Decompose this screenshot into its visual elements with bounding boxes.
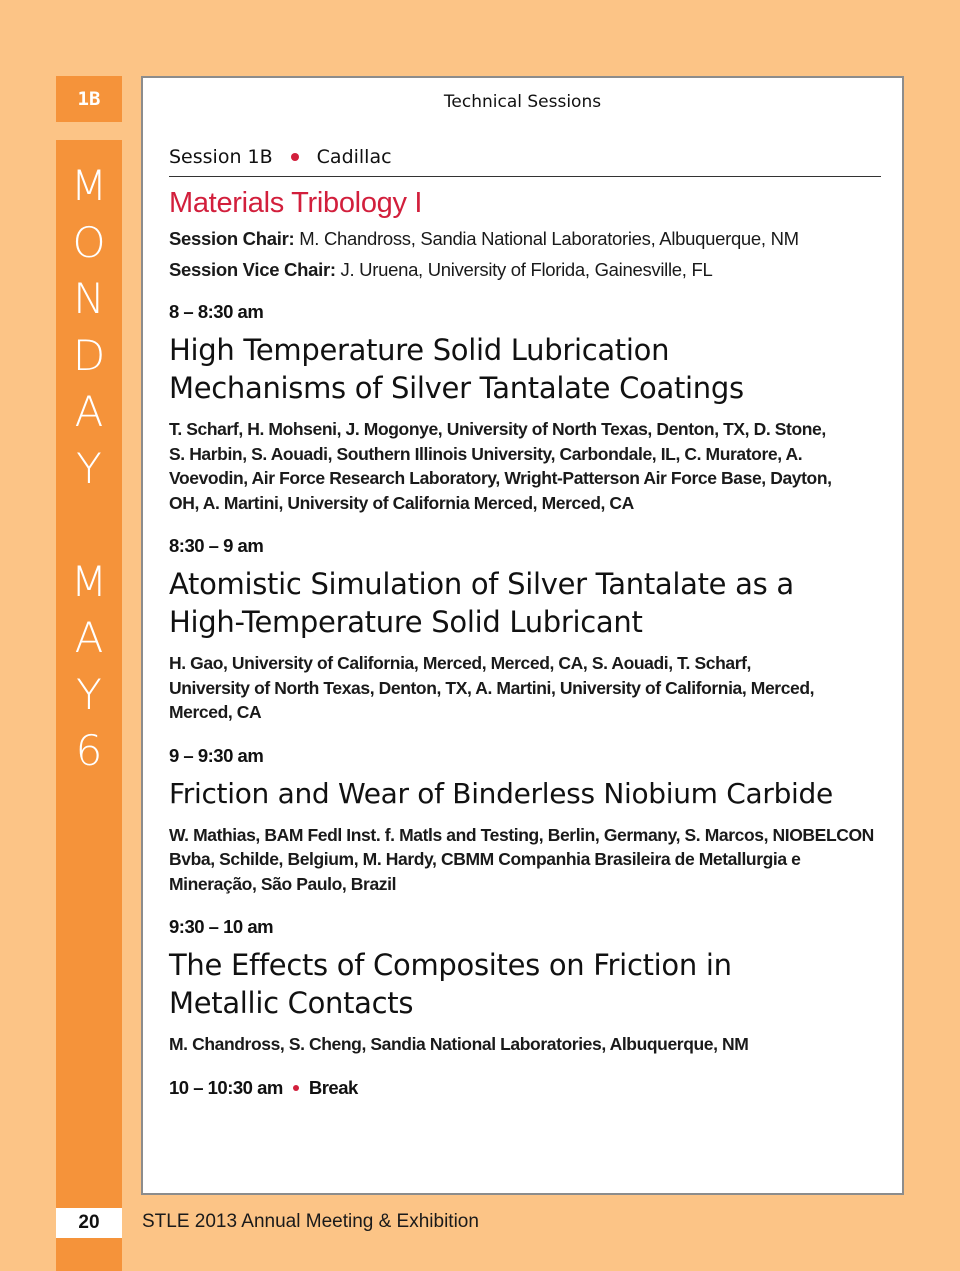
day-letter: N <box>73 274 105 323</box>
page-header-title: Technical Sessions <box>443 92 602 112</box>
talk-time: 9:30 – 10 am <box>169 916 274 937</box>
day-letters <box>56 158 122 780</box>
day-sidebar <box>56 140 122 1271</box>
talk-authors: M. Chandross, S. Cheng, Sandia National Laboratories, Albuquerque, NM <box>169 1034 749 1054</box>
session-content <box>169 146 881 1099</box>
talk-authors: W. Mathias, BAM Fedl Inst. f. Matls and Testing, Berlin, Germany, S. Marcos, NIOBELCON Bvba, Schilde, Belgium, M. Hardy, CBMM Companhia Brasileira de Metallurgia e Mineração, São Paulo, Brazil <box>169 824 874 894</box>
session-code-tab: 1B <box>56 76 122 122</box>
vice-chair-name: J. Uruena, University of Florida, Gainesville, FL <box>340 259 713 280</box>
session-label: Session 1B <box>169 146 273 168</box>
day-letter: A <box>74 387 104 436</box>
date-number: 6 <box>75 726 103 775</box>
month-letter: A <box>74 613 104 662</box>
session-room: Cadillac <box>316 146 392 168</box>
talk-title: Atomistic Simulation of Silver Tantalate as a High-Temperature Solid Lubricant <box>169 567 794 639</box>
content-panel <box>141 76 904 1195</box>
day-letter: M <box>70 161 108 210</box>
day-letter: Y <box>76 443 102 493</box>
talk-time: 8 – 8:30 am <box>169 301 264 322</box>
talk-authors: T. Scharf, H. Mohseni, J. Mogonye, University of North Texas, Denton, TX, D. Stone, S. Harbin, S. Aouadi, Southern Illinois University, Carbondale, IL, C. Muratore, A. Voevodin, Air Force Research Laboratory, Wright-Patterson Air Force Base, Dayton, OH, A. Martini, University of California Merced, Merced, CA <box>169 419 832 513</box>
talk-item <box>169 745 881 897</box>
day-letter: D <box>72 330 106 380</box>
talk-title: The Effects of Composites on Friction in Metallic Contacts <box>169 948 732 1020</box>
talk-authors: H. Gao, University of California, Merced, Merced, CA, S. Aouadi, T. Scharf, University of North Texas, Denton, TX, A. Martini, University of California, Merced, Merced, CA <box>169 653 815 722</box>
break-label: Break <box>308 1076 358 1098</box>
month-letter: Y <box>76 669 102 719</box>
chair-label: Session Chair: <box>169 228 295 249</box>
bullet-dot <box>291 153 299 161</box>
vice-chair-label: Session Vice Chair: <box>169 259 336 280</box>
day-letter-gap <box>56 497 122 554</box>
break-time: 10 – 10:30 am <box>169 1076 283 1098</box>
month-letter: M <box>70 556 108 606</box>
talk-title: High Temperature Solid Lubrication Mechanisms of Silver Tantalate Coatings <box>169 333 744 405</box>
break-slot <box>169 1077 881 1099</box>
session-vice-chair <box>169 259 881 281</box>
talk-item <box>169 535 881 725</box>
session-title: Materials Tribology I <box>169 187 423 219</box>
session-chair <box>169 228 881 250</box>
bullet-dot <box>293 1085 299 1091</box>
day-letter: O <box>72 217 106 267</box>
page-number: 20 <box>56 1208 122 1238</box>
talk-title: Friction and Wear of Binderless Niobium Carbide <box>169 776 833 810</box>
talk-item <box>169 916 881 1057</box>
footer-title: STLE 2013 Annual Meeting & Exhibition <box>142 1211 479 1232</box>
talk-item <box>169 301 881 515</box>
talk-time: 8:30 – 9 am <box>169 535 264 556</box>
session-header <box>169 146 881 177</box>
chair-name: M. Chandross, Sandia National Laboratories, Albuquerque, NM <box>299 228 799 249</box>
talk-time: 9 – 9:30 am <box>169 744 264 766</box>
